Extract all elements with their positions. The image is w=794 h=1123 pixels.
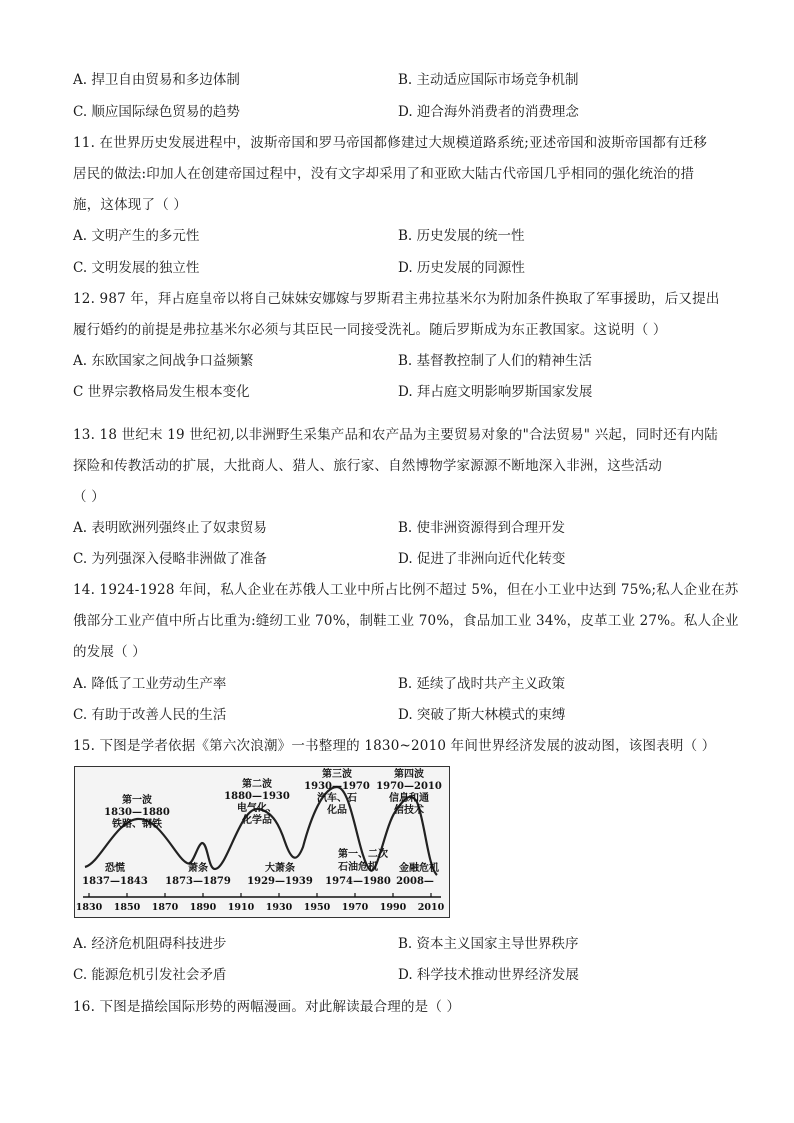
wave3-label-1: 汽车、石 <box>317 793 357 804</box>
q10-option-d[interactable]: D. 迎合海外消费者的消费理念 <box>398 104 579 120</box>
wave1-years: 1830—1880 <box>104 807 170 818</box>
crisis5-name: 金融危机 <box>399 863 439 874</box>
wave4-years: 1970—2010 <box>376 781 442 792</box>
q11-option-b[interactable]: B. 历史发展的统一性 <box>398 228 525 244</box>
crisis2-years: 1873—1879 <box>165 876 231 887</box>
economic-wave-chart <box>74 766 450 918</box>
q10-option-c[interactable]: C. 顺应国际绿色贸易的趋势 <box>73 104 240 120</box>
q13-stem-line-1: 13. 18 世纪末 19 世纪初,以非洲野生采集产品和农产品为主要贸易对象的"合法贸易" 兴起，同时还有内陆 <box>73 427 718 443</box>
x-axis-ticks <box>76 893 445 913</box>
wave3-years: 1930—1970 <box>304 781 370 792</box>
wave1-label: 铁路、钢铁 <box>112 819 162 830</box>
wave4-title: 第四波 <box>394 769 424 780</box>
q14-stem-line-2: 俄部分工业产值中所占比重为:缝纫工业 70%，制鞋工业 70%，食品加工业 34%，皮革工业 27%。私人企业 <box>73 613 739 629</box>
wave1-title: 第一波 <box>122 795 152 806</box>
q11-stem-line-1: 11. 在世界历史发展进程中，波斯帝国和罗马帝国都修建过大规模道路系统;亚述帝国和波斯帝国都有迁移 <box>73 135 708 151</box>
q15-option-c[interactable]: C. 能源危机引发社会矛盾 <box>73 967 227 983</box>
q13-stem-line-3: （ ） <box>73 489 105 505</box>
q11-option-d[interactable]: D. 历史发展的同源性 <box>398 260 525 276</box>
q15-option-b[interactable]: B. 资本主义国家主导世界秩序 <box>398 936 579 952</box>
q12-option-d[interactable]: D. 拜占庭文明影响罗斯国家发展 <box>398 384 593 400</box>
q12-stem-line-2: 履行婚约的前提是弗拉基米尔必须与其臣民一同接受洗礼。随后罗斯成为东正教国家。这说明（ ） <box>73 322 667 338</box>
x-tick-label: 1830 <box>75 902 103 913</box>
crisis1-years: 1837—1843 <box>82 876 148 887</box>
x-tick-label: 1970 <box>341 902 369 913</box>
q13-option-d[interactable]: D. 促进了非洲向近代化转变 <box>398 551 566 567</box>
q14-stem-line-1: 14. 1924-1928 年间，私人企业在苏俄人工业中所占比例不超过 5%，但在小工业中达到 75%;私人企业在苏 <box>73 582 739 598</box>
q14-option-b[interactable]: B. 延续了战时共产主义政策 <box>398 676 566 692</box>
q11-option-c[interactable]: C. 文明发展的独立性 <box>73 260 200 276</box>
q12-option-c[interactable]: C 世界宗教格局发生根本变化 <box>73 384 250 400</box>
x-tick-label: 2010 <box>417 902 445 913</box>
wave2-years: 1880—1930 <box>224 791 290 802</box>
crisis4-years: 1974—1980 <box>325 876 391 887</box>
wave2-title: 第二波 <box>242 779 272 790</box>
x-tick-label: 1950 <box>303 902 331 913</box>
q15-option-d[interactable]: D. 科学技术推动世界经济发展 <box>398 967 579 983</box>
crisis3-years: 1929—1939 <box>247 876 313 887</box>
q12-option-a[interactable]: A. 东欧国家之间战争口益频繁 <box>73 353 254 369</box>
q15-stem: 15. 下图是学者依据《第六次浪潮》一书整理的 1830~2010 年间世界经济发展的波动图，该图表明（ ） <box>73 738 716 754</box>
q12-stem-line-1: 12. 987 年，拜占庭皇帝以将自己妹妹安娜嫁与罗斯君主弗拉基米尔为附加条件换取了军事援助，后又提出 <box>73 291 720 307</box>
crisis4-name-2: 石油危机 <box>338 862 378 873</box>
wave4-label-2: 信技术 <box>394 805 424 816</box>
q14-option-c[interactable]: C. 有助于改善人民的生活 <box>73 707 227 723</box>
q11-stem-line-2: 居民的做法:印加人在创建帝国过程中，没有文字却采用了和亚欧大陆古代帝国几乎相同的强化统治的措 <box>73 166 695 182</box>
q13-option-b[interactable]: B. 使非洲资源得到合理开发 <box>398 520 566 536</box>
wave2-label-2: 化学品 <box>242 815 272 826</box>
wave3-title: 第三波 <box>322 769 352 780</box>
x-tick-label: 1930 <box>265 902 293 913</box>
x-tick-label: 1910 <box>227 902 255 913</box>
crisis3-name: 大萧条 <box>265 863 295 874</box>
q14-stem-line-3: 的发展（ ） <box>73 644 146 660</box>
q11-option-a[interactable]: A. 文明产生的多元性 <box>73 228 200 244</box>
x-tick-label: 1870 <box>151 902 179 913</box>
q10-option-b[interactable]: B. 主动适应国际市场竞争机制 <box>398 72 579 88</box>
wave2-label-1: 电气化、 <box>237 803 277 814</box>
wave4-label-1: 信息和通 <box>389 793 429 804</box>
q12-option-b[interactable]: B. 基督教控制了人们的精神生活 <box>398 353 593 369</box>
x-tick-label: 1850 <box>113 902 141 913</box>
q13-stem-line-2: 探险和传教活动的扩展，大批商人、猎人、旅行家、自然博物学家源源不断地深入非洲，这些活动 <box>73 458 663 474</box>
q14-option-d[interactable]: D. 突破了斯大林模式的束缚 <box>398 707 566 723</box>
x-tick-label: 1890 <box>189 902 217 913</box>
wave-chart-svg <box>75 767 448 916</box>
q13-option-a[interactable]: A. 表明欧洲列强终止了奴隶贸易 <box>73 520 267 536</box>
q15-option-a[interactable]: A. 经济危机阻碍科技进步 <box>73 936 227 952</box>
crisis1-name: 恐慌 <box>105 863 125 874</box>
q13-option-c[interactable]: C. 为列强深入侵略非洲做了准备 <box>73 551 267 567</box>
q16-stem: 16. 下图是描绘国际形势的两幅漫画。对此解读最合理的是（ ） <box>73 999 461 1015</box>
x-tick-label: 1990 <box>379 902 407 913</box>
crisis4-name-1: 第一、二次 <box>338 849 388 860</box>
crisis5-years: 2008— <box>396 876 434 887</box>
q10-option-a[interactable]: A. 捍卫自由贸易和多边体制 <box>73 72 240 88</box>
crisis2-name: 萧条 <box>188 863 208 874</box>
wave3-label-2: 化品 <box>327 805 347 816</box>
q14-option-a[interactable]: A. 降低了工业劳动生产率 <box>73 676 227 692</box>
q11-stem-line-3: 施，这体现了（ ） <box>73 197 188 213</box>
